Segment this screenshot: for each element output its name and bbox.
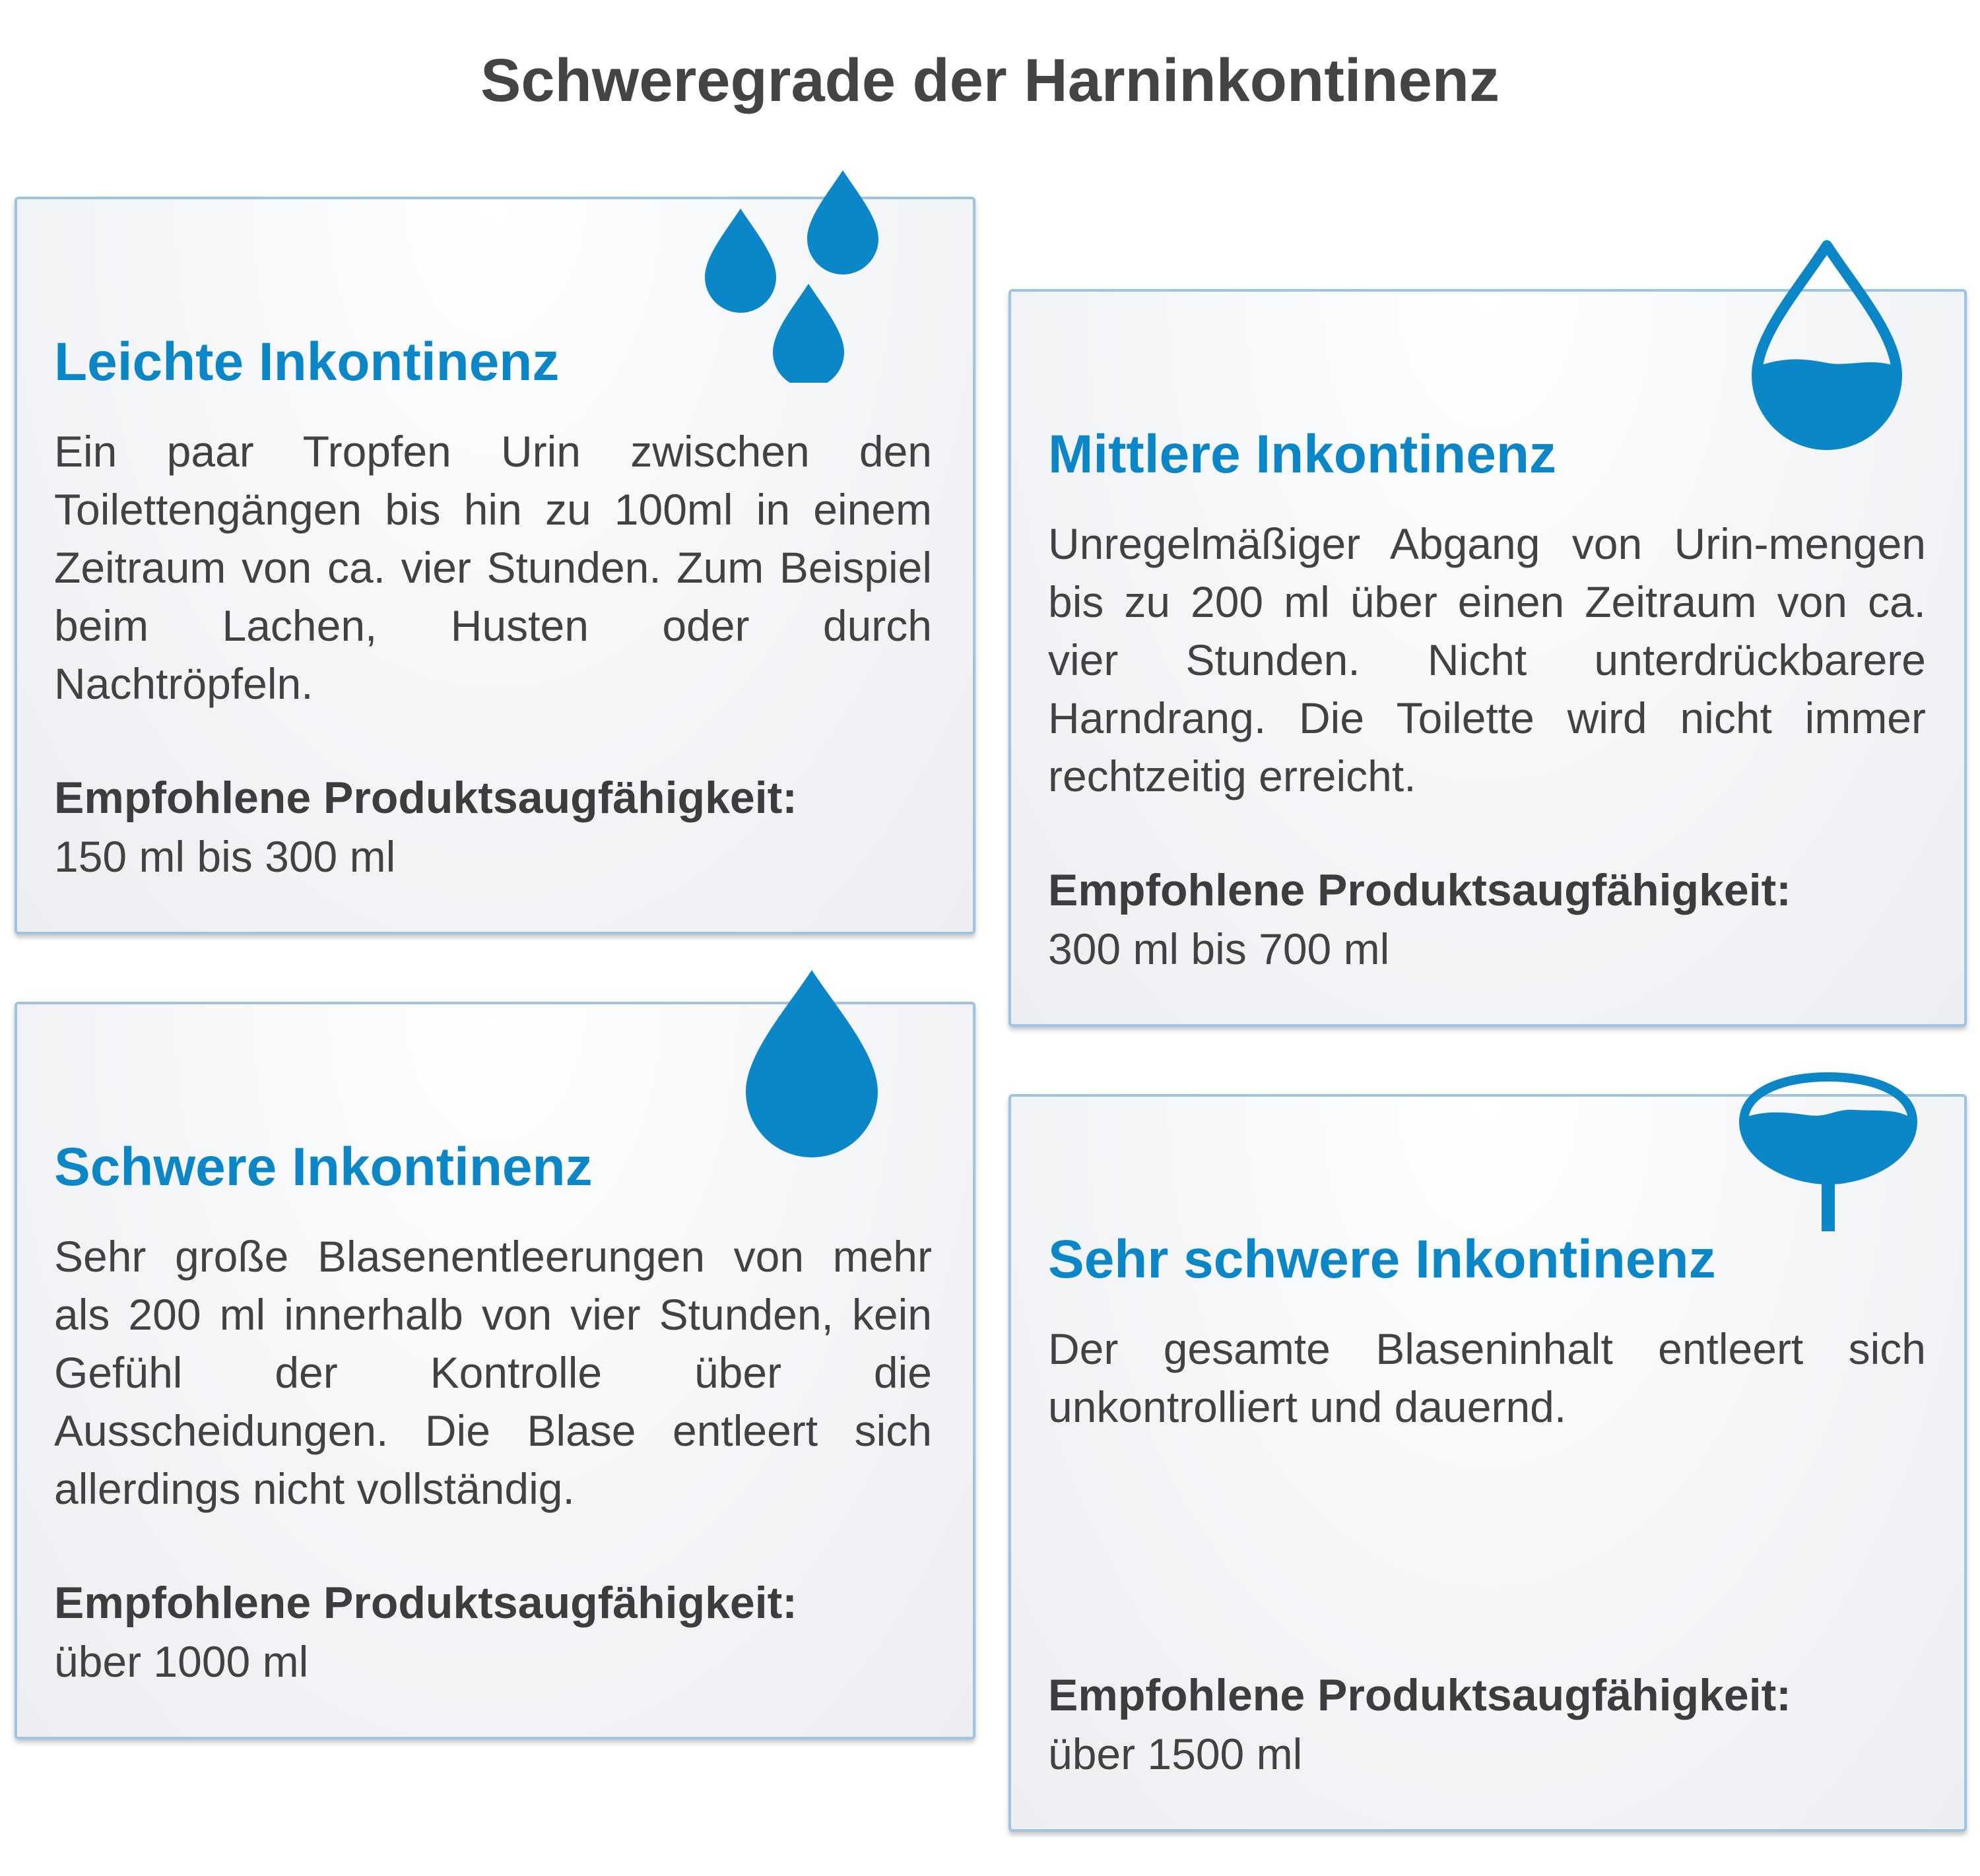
bladder-icon bbox=[1736, 1064, 1921, 1235]
card-description: Sehr große Blasenentleerungen von mehr als 200 ml innerhalb von vier Stunden, kein Gefühl der Kontrolle über die Ausscheidungen. Die Blase entleert sich allerdings nicht vollständig. bbox=[54, 1232, 932, 1513]
card-title: Sehr schwere Inkontinenz bbox=[1048, 1229, 1716, 1289]
three-drops-icon bbox=[700, 165, 898, 383]
card-description: Ein paar Tropfen Urin zwischen den Toilettengängen bis hin zu 100ml in einem Zeitraum von ca. vier Stunden. Zum Beispiel beim Lachen, Husten oder durch Nachtröpfeln. bbox=[54, 427, 932, 708]
recommendation-value: 300 ml bis 700 ml bbox=[1048, 924, 1390, 973]
recommendation-label: Empfohlene Produktsaugfähigkeit: bbox=[54, 773, 797, 823]
recommendation-label: Empfohlene Produktsaugfähigkeit: bbox=[1048, 865, 1791, 915]
card-description: Unregelmäßiger Abgang von Urin-mengen bis zu 200 ml über einen Zeitraum von ca. vier Stunden. Nicht unterdrückbarere Harndrang. Die Toilette wird nicht immer rechtzeitig erreicht. bbox=[1048, 519, 1926, 800]
page-title: Schweregrade der Harninkontinenz bbox=[480, 47, 1500, 114]
card-title: Leichte Inkontinenz bbox=[54, 332, 560, 392]
recommendation-label: Empfohlene Produktsaugfähigkeit: bbox=[54, 1578, 797, 1628]
recommendation-value: über 1000 ml bbox=[54, 1637, 309, 1686]
recommendation-label: Empfohlene Produktsaugfähigkeit: bbox=[1048, 1670, 1791, 1720]
half-filled-drop-icon bbox=[1748, 236, 1906, 454]
card-title: Mittlere Inkontinenz bbox=[1048, 424, 1556, 484]
recommendation-value: 150 ml bis 300 ml bbox=[54, 832, 396, 881]
recommendation-value: über 1500 ml bbox=[1048, 1730, 1303, 1778]
large-drop-icon bbox=[739, 965, 884, 1163]
card-description: Der gesamte Blaseninhalt entleert sich unkontrolliert und dauernd. bbox=[1048, 1324, 1926, 1431]
card-title: Schwere Inkontinenz bbox=[54, 1137, 593, 1197]
